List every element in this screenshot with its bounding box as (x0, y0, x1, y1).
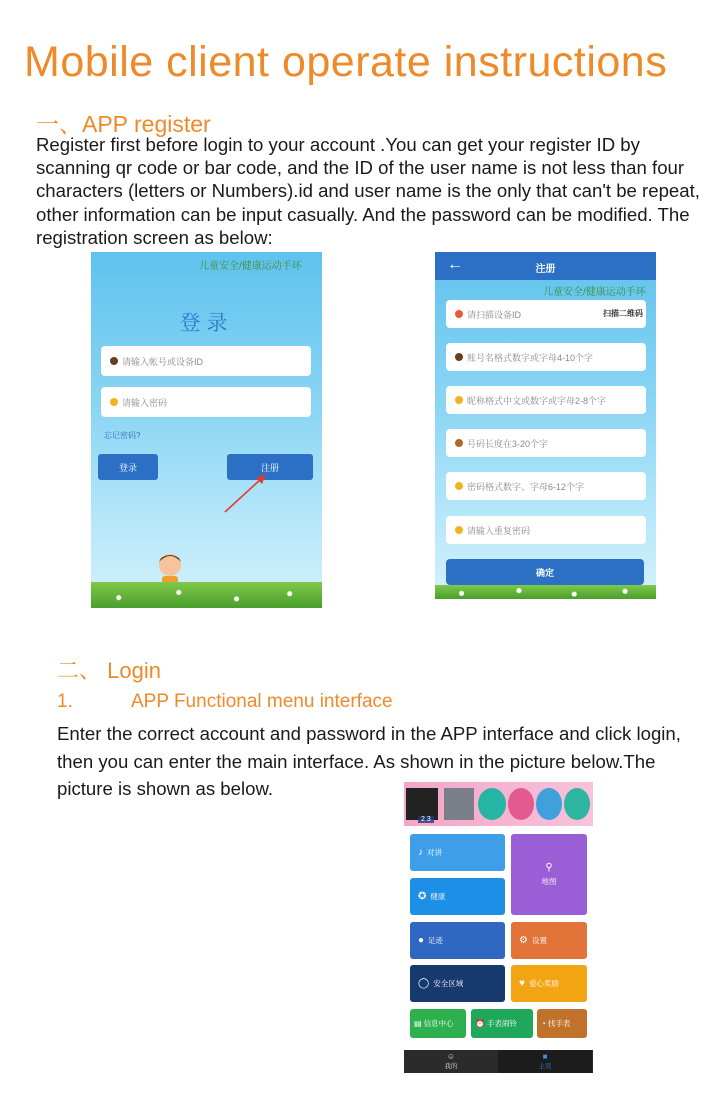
register-slogan: 儿童安全/健康运动手环 (543, 287, 646, 298)
subsection-number: 1. (57, 691, 73, 712)
watch-icon (536, 788, 562, 820)
page-title: Mobile client operate instructions (24, 38, 668, 86)
banner-photo (444, 788, 474, 820)
health-tile[interactable] (410, 878, 505, 915)
watch-icon (564, 788, 590, 820)
phone-icon (455, 439, 463, 447)
find-watch-tile[interactable] (537, 1009, 587, 1038)
nickname-placeholder: 昵称格式中文或数字或字母2-8个字 (467, 395, 607, 406)
find-watch-label: 找手表 (547, 1019, 571, 1028)
home-icon: ■ (542, 1052, 548, 1061)
message-center-tile[interactable] (410, 1009, 466, 1038)
register-header-bar (435, 252, 656, 280)
settings-label: 设置 (531, 936, 547, 945)
account-input[interactable] (101, 346, 311, 376)
user-icon (110, 357, 118, 365)
section-login-paragraph: Enter the correct account and password in the APP interface and click login, then you can enter the main interface. As shown in the picture below.The picture is shown as below. (57, 723, 681, 799)
lock-icon (110, 398, 118, 406)
reward-label: 爱心奖励 (528, 979, 559, 988)
alarm-clock-icon: ⏰ (475, 1019, 485, 1028)
password-placeholder: 请输入密码 (122, 397, 168, 408)
account-name-placeholder: 账号名格式数字或字母4-10个字 (467, 352, 594, 363)
reward-tile[interactable] (511, 965, 587, 1002)
footprint-label: 足迹 (428, 936, 444, 945)
footprint-icon: ● (418, 935, 425, 946)
back-arrow-icon[interactable]: ← (447, 256, 463, 273)
watch-alarm-label: 手表闹铃 (486, 1019, 517, 1028)
new-password-input[interactable] (446, 472, 646, 500)
health-label: 健康 (430, 892, 446, 901)
map-tile[interactable] (511, 834, 587, 915)
banner-carousel[interactable] (404, 782, 593, 826)
map-label: 地图 (541, 877, 557, 886)
tab-home-label: 主页 (538, 1063, 552, 1070)
account-name-input[interactable] (446, 343, 646, 371)
gear-icon: ⚙ (519, 935, 528, 946)
repeat-password-input[interactable] (446, 516, 646, 544)
tab-home[interactable] (498, 1050, 592, 1073)
message-center-label: 信息中心 (423, 1019, 454, 1028)
footprint-tile[interactable] (410, 922, 505, 959)
login-slogan: 儿童安全/健康运动手环 (199, 261, 302, 272)
microphone-icon: ♪ (418, 847, 423, 858)
location-pin-icon: ⚲ (545, 862, 553, 873)
banner-page-indicator: 2 3 (418, 816, 434, 823)
register-title: 注册 (535, 264, 556, 275)
confirm-button[interactable]: 确定 (446, 559, 644, 585)
talk-tile[interactable] (410, 834, 505, 871)
user-icon (455, 353, 463, 361)
repeat-password-placeholder: 请输入重复密码 (467, 525, 531, 536)
device-id-placeholder: 请扫描设备ID (467, 309, 522, 320)
person-icon: ☺ (446, 1052, 456, 1061)
heart-icon: ♥ (519, 978, 525, 989)
subsection-heading: APP Functional menu interface (131, 691, 393, 712)
tab-mine[interactable] (404, 1050, 498, 1073)
watch-icon (508, 788, 534, 820)
talk-label: 对讲 (427, 848, 442, 857)
bottom-tab-bar (404, 1050, 593, 1073)
tab-mine-label: 我的 (444, 1063, 458, 1070)
nickname-input[interactable] (446, 386, 646, 414)
shield-icon: ◯ (418, 978, 430, 989)
forgot-password-link[interactable]: 忘记密码? (104, 431, 141, 440)
safe-zone-label: 安全区域 (433, 979, 464, 988)
watch-alarm-tile[interactable] (471, 1009, 533, 1038)
register-screenshot (435, 252, 656, 599)
login-title: 登录 (179, 312, 234, 335)
menu-screenshot (404, 782, 593, 1073)
lock-icon (455, 526, 463, 534)
phone-number-placeholder: 号码长度在3-20个字 (467, 438, 549, 449)
login-screenshot (91, 252, 322, 608)
nickname-icon (455, 396, 463, 404)
scan-qr-button[interactable]: 扫描二维码 (603, 309, 643, 318)
register-button[interactable]: 注册 (227, 454, 313, 480)
watch-icon (478, 788, 506, 820)
running-icon: ✪ (418, 891, 427, 902)
grass-decoration (91, 582, 322, 608)
grass-decoration (435, 585, 656, 599)
lock-icon (455, 482, 463, 490)
new-password-placeholder: 密码格式数字、字母6-12个字 (467, 481, 585, 492)
message-icon: ▤ (414, 1019, 422, 1028)
arrow-icon (222, 470, 272, 516)
account-placeholder: 请输入帐号或设备ID (122, 356, 204, 367)
section-register-paragraph: Register first before login to your account .You can get your register ID by scanning qr code or bar code, and the ID of the user name is not less than four characters (letters or Numbers).id and user name is the only that can't be repeat, other information can be input casually. And the password can be modified. The registration screen as below: (36, 134, 700, 248)
safe-zone-tile[interactable] (410, 965, 505, 1002)
phone-number-input[interactable] (446, 429, 646, 457)
section-register-heading: 一、APP register (36, 111, 211, 137)
settings-tile[interactable] (511, 922, 587, 959)
section-login-heading: 二、 Login (57, 658, 161, 683)
login-button[interactable]: 登录 (98, 454, 158, 480)
scan-icon (455, 310, 463, 318)
password-input[interactable] (101, 387, 311, 417)
watch-icon: ◔ (541, 1019, 546, 1028)
